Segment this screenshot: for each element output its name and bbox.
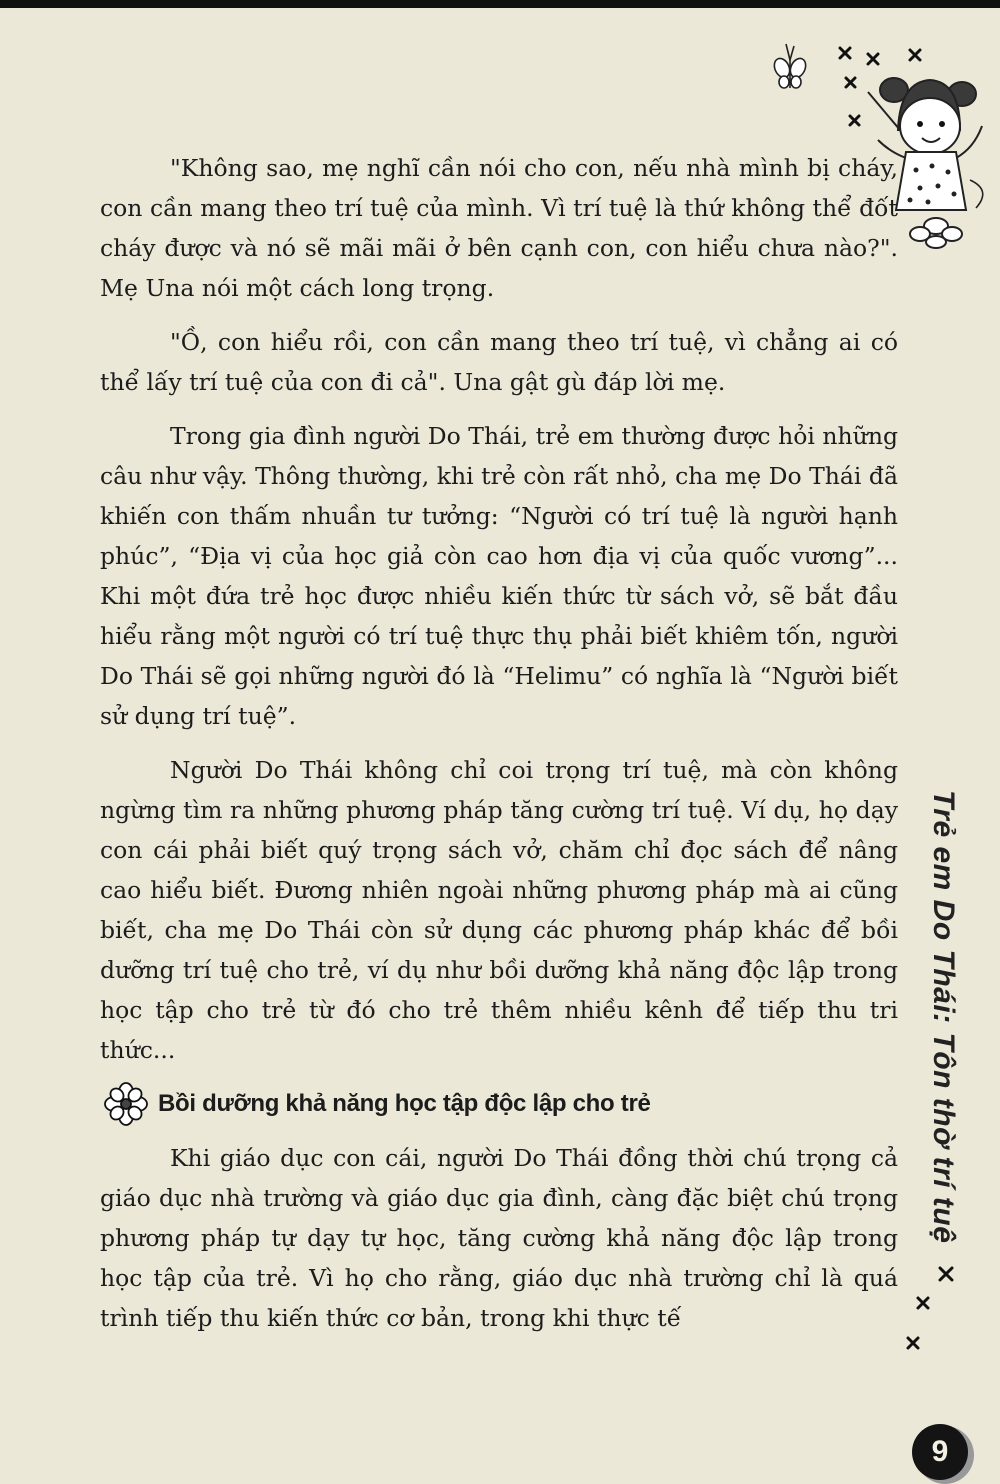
bleed-through-text (300, 48, 630, 118)
paragraph: "Ồ, con hiểu rồi, con cần mang theo trí tuệ, vì chẳng ai có thể lấy trí tuệ của con đi cả". Una gật gù đáp lời mẹ. (100, 328, 898, 396)
running-title: Trẻ em Do Thái: Tôn thờ trí tuệ (927, 790, 960, 1244)
paragraph: Người Do Thái không chỉ coi trọng trí tuệ, mà còn không ngừng tìm ra những phương pháp tăng cường trí tuệ. Ví dụ, họ dạy con cái phải biết quý trọng sách vở, chăm chỉ đọc sách để nâng cao hiểu biết. Đương nhiên ngoài những phương pháp mà ai cũng biết, cha mẹ Do Thái còn sử dụng các phương pháp khác để bồi dưỡng trí tuệ cho trẻ, ví dụ như bồi dưỡng khả năng độc lập trong học tập cho trẻ từ đó cho trẻ thêm nhiều kênh để tiếp thu tri thức... (100, 756, 898, 1064)
flower-icon (104, 1082, 148, 1126)
paragraph: "Không sao, mẹ nghĩ cần nói cho con, nếu nhà mình bị cháy, con cần mang theo trí tuệ của mình. Vì trí tuệ là thứ không thể đốt cháy được và nó sẽ mãi mãi ở bên cạnh con, con hiểu chưa nào?". Mẹ Una nói một cách long trọng. (100, 154, 898, 302)
page-top-edge (0, 0, 1000, 8)
section-heading (100, 1084, 898, 1124)
sparkle-icon (900, 1262, 970, 1372)
paragraph: Trong gia đình người Do Thái, trẻ em thường được hỏi những câu như vậy. Thông thường, khi trẻ còn rất nhỏ, cha mẹ Do Thái đã khiến con thấm nhuần tư tưởng: “Người có trí tuệ là người hạnh phúc”, “Địa vị của học giả còn cao hơn địa vị của quốc vương”... Khi một đứa trẻ học được nhiều kiến thức từ sách vở, sẽ bắt đầu hiểu rằng một người có trí tuệ thực thụ phải biết khiêm tốn, người Do Thái sẽ gọi những người đó là “Helimu” có nghĩa là “Người biết sử dụng trí tuệ”. (100, 422, 898, 730)
body-text (100, 148, 898, 1352)
paragraph: Khi giáo dục con cái, người Do Thái đồng thời chú trọng cả giáo dục nhà trường và giáo dục gia đình, càng đặc biệt chú trọng phương pháp tự dạy tự học, tăng cường khả năng độc lập trong học tập của trẻ. Vì họ cho rằng, giáo dục nhà trường chỉ là quá trình tiếp thu kiến thức cơ bản, trong khi thực tế (100, 1144, 898, 1332)
page-number: 9 (912, 1424, 968, 1480)
section-heading-text: Bồi dưỡng khả năng học tập độc lập cho trẻ (158, 1090, 651, 1117)
butterfly-icon (771, 44, 808, 88)
